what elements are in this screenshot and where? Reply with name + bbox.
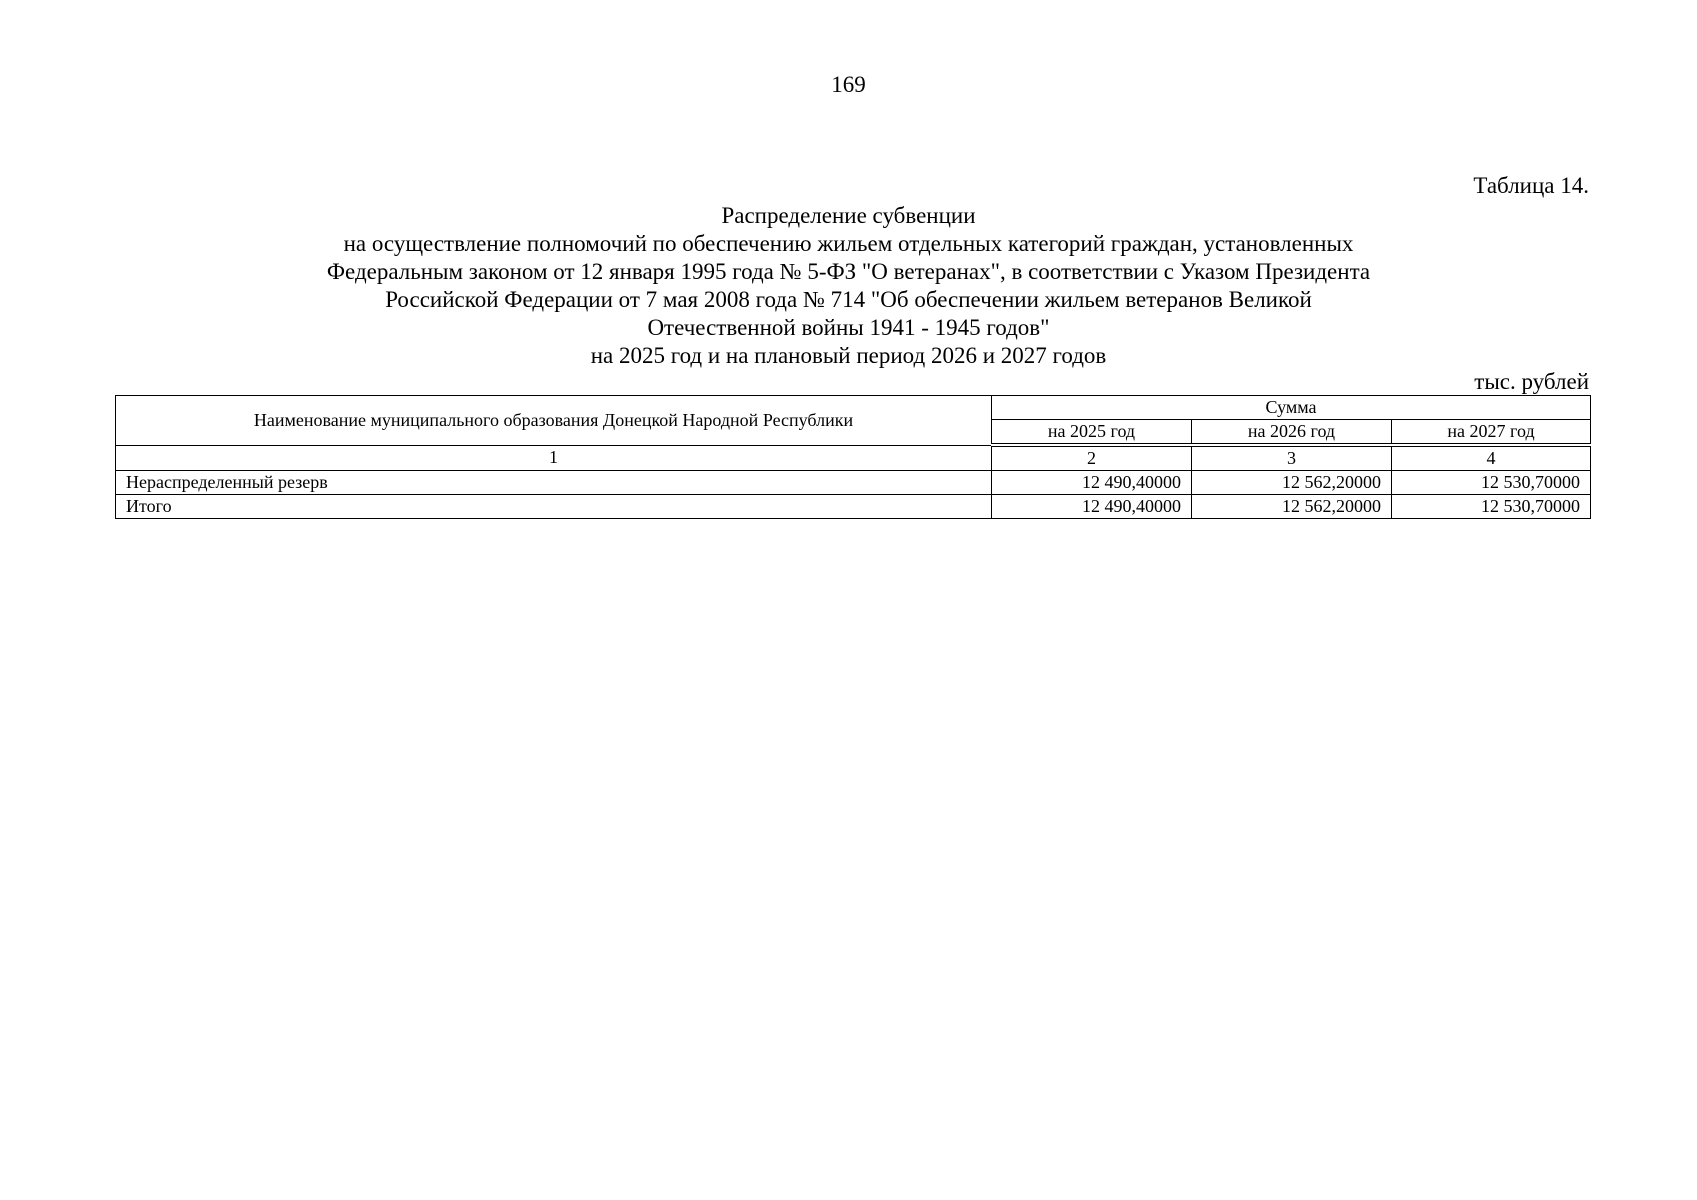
row-name: Итого	[116, 495, 992, 519]
sum-header: Сумма	[992, 396, 1591, 420]
amount-2027: 12 530,70000	[1392, 495, 1591, 519]
title-line: на осуществление полномочий по обеспечению жильем отдельных категорий граждан, установленных	[343, 231, 1354, 256]
document-title	[0, 202, 1697, 370]
amount-2025: 12 490,40000	[992, 471, 1192, 495]
column-index: 4	[1392, 445, 1591, 471]
page-number: 169	[831, 72, 866, 97]
column-index: 1	[116, 445, 992, 471]
title-line: Распределение субвенции	[721, 203, 976, 228]
distribution-table	[115, 395, 1591, 519]
amount-2026: 12 562,20000	[1192, 471, 1392, 495]
title-line: на 2025 год и на плановый период 2026 и 2027 годов	[590, 343, 1107, 368]
table-row-total	[116, 495, 1591, 519]
municipality-name-header: Наименование муниципального образования Донецкой Народной Республики	[116, 396, 992, 446]
amount-2026: 12 562,20000	[1192, 495, 1392, 519]
column-index-row	[116, 445, 1591, 471]
table-row	[116, 471, 1591, 495]
title-line: Отечественной войны 1941 - 1945 годов"	[647, 315, 1050, 340]
title-line: Российской Федерации от 7 мая 2008 года № 714 "Об обеспечении жильем ветеранов Великой	[385, 287, 1312, 312]
header-row	[116, 396, 1591, 420]
title-line: Федеральным законом от 12 января 1995 года № 5-ФЗ "О ветеранах", в соответствии с Указом Президента	[326, 259, 1371, 284]
year-header-2027: на 2027 год	[1392, 420, 1591, 446]
year-header-2025: на 2025 год	[992, 420, 1192, 446]
amount-2025: 12 490,40000	[992, 495, 1192, 519]
units-label: тыс. рублей	[1474, 369, 1589, 394]
column-index: 3	[1192, 445, 1392, 471]
table-number-label: Таблица 14.	[1473, 173, 1589, 198]
column-index: 2	[992, 445, 1192, 471]
amount-2027: 12 530,70000	[1392, 471, 1591, 495]
year-header-2026: на 2026 год	[1192, 420, 1392, 446]
row-name: Нераспределенный резерв	[116, 471, 992, 495]
